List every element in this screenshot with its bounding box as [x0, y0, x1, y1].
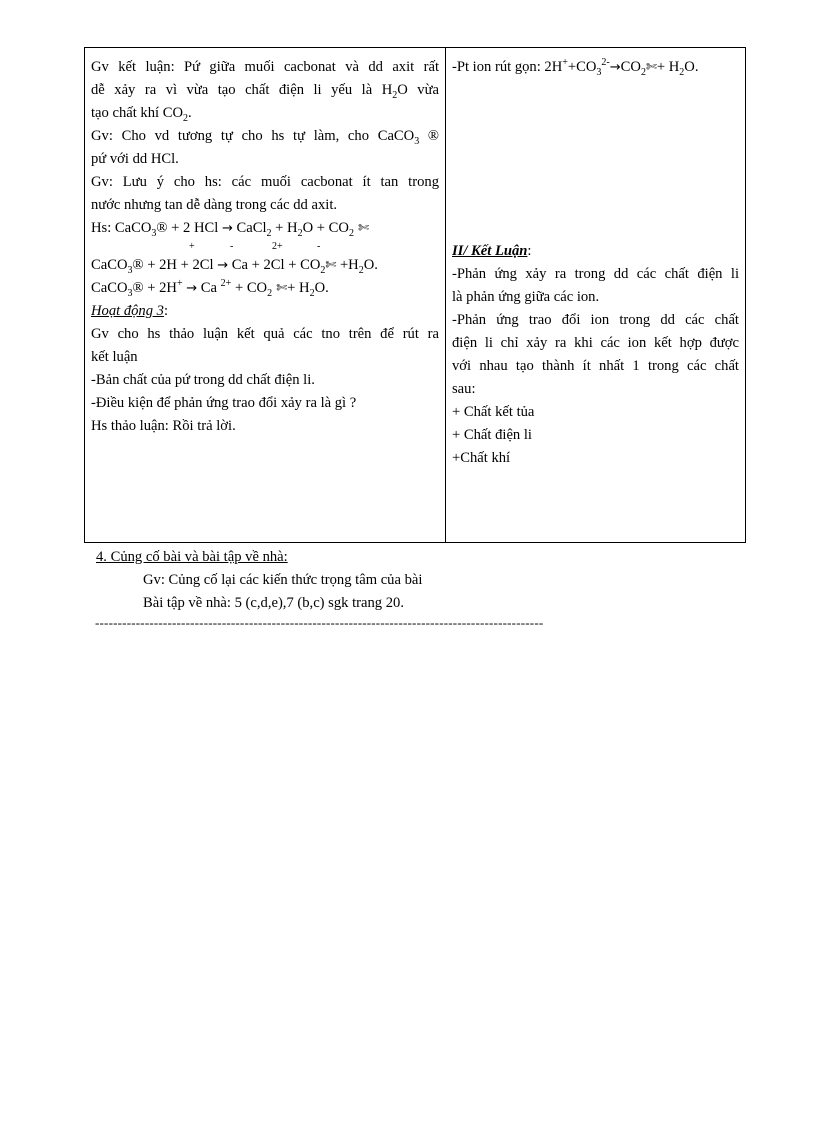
gas-symbol-icon: ✄ [645, 60, 657, 75]
conclusion-line-1: Gv kết luận: Pứ giữa muối cacbonat và dd axit rất [91, 59, 439, 75]
conclusion-point-1-line-1: -Phản ứng xảy ra trong dd các chất điện li [452, 266, 739, 282]
conclusion-point-2-line-4: sau: [452, 381, 476, 397]
reduced-ionic-equation: -Pt ion rút gọn: $2H^++CO_3^{2-}\to CO_2✄+ H_2O$. [452, 57, 699, 78]
list-item: +Chất khí [452, 450, 511, 466]
gas-symbol-icon: ✄ [272, 281, 288, 296]
full-ionic-equation: CaCO$_3$® + $2H + 2Cl \to Ca + 2Cl + CO_2✄ +H_2O$. [91, 257, 378, 276]
consolidation-section [96, 546, 422, 615]
note-line-1: Gv: Lưu ý cho hs: các muối cacbonat ít tan trong [91, 174, 439, 190]
arrow-icon: → [186, 281, 198, 296]
list-item: + Chất kết tủa [452, 404, 535, 420]
conclusion-point-1-line-2: là phản ứng giữa các ion. [452, 289, 600, 305]
gas-symbol-icon: ✄ [325, 258, 337, 273]
activity-3-heading: Hoạt động 3: [91, 303, 169, 319]
question-nature: -Bản chất của pứ trong dd chất điện li. [91, 372, 315, 388]
homework-line: Bài tập về nhà: 5 (c,d,e),7 (b,c) sgk trang 20. [143, 595, 404, 611]
teacher-activity-cell [85, 48, 446, 543]
lesson-table [84, 47, 746, 543]
question-conditions: -Điều kiện để phản ứng trao đổi xảy ra là gì ? [91, 395, 357, 411]
conclusion-point-2-line-2: điện li chỉ xảy ra khi các ion kết hợp được [452, 335, 739, 351]
conclusion-point-2-line-3: với nhau tạo thành ít nhất 1 trong các chất [452, 358, 739, 374]
discussion-line-1: Gv cho hs thảo luận kết quả các tno trên để rút ra [91, 326, 439, 342]
section-heading: 4. Củng cố bài và bài tập về nhà: [96, 549, 288, 565]
discussion-line-2: kết luận [91, 349, 138, 365]
conclusion-line-3: tạo chất khí $CO_2$. [91, 105, 192, 124]
student-discussion: Hs thảo luận: Rồi trả lời. [91, 418, 236, 434]
conclusion-line-2: dễ xảy ra vì vừa tạo chất điện li yếu là $H_2O$ vừa [91, 82, 439, 101]
list-item: + Chất điện li [452, 427, 532, 443]
arrow-icon: → [609, 60, 621, 75]
note-line-2: nước nhưng tan dễ dàng trong các dd axit. [91, 197, 338, 213]
conclusion-heading: II/ Kết Luận: [452, 243, 532, 259]
arrow-icon: → [217, 258, 229, 273]
ion-charges-row: + - 2+ - [189, 241, 321, 252]
conclusion-point-2-line-1: -Phản ứng trao đổi ion trong dd các chất [452, 312, 739, 328]
net-ionic-equation: CaCO$_3$® + 2H+ → Ca $^{2+} + CO_2$ ✄+ $H_2O$. [91, 278, 329, 299]
consolidation-line: Gv: Củng cố lại các kiến thức trọng tâm của bài [143, 572, 423, 588]
example-line-1: Gv: Cho vd tương tự cho hs tự làm, cho CaCO$_3$ ® [91, 128, 439, 147]
divider-rule: --------------------------------------------------------------------------------------------------- [95, 615, 544, 630]
arrow-icon: → [221, 221, 233, 236]
molecular-equation: Hs: CaCO$_3$® + 2 HCl → CaCl$_2$ + $H_2O + CO_2$ ✄ [91, 220, 369, 239]
example-line-2: pứ với dd HCl. [91, 151, 179, 167]
content-cell [446, 48, 746, 543]
gas-symbol-icon: ✄ [353, 221, 369, 236]
